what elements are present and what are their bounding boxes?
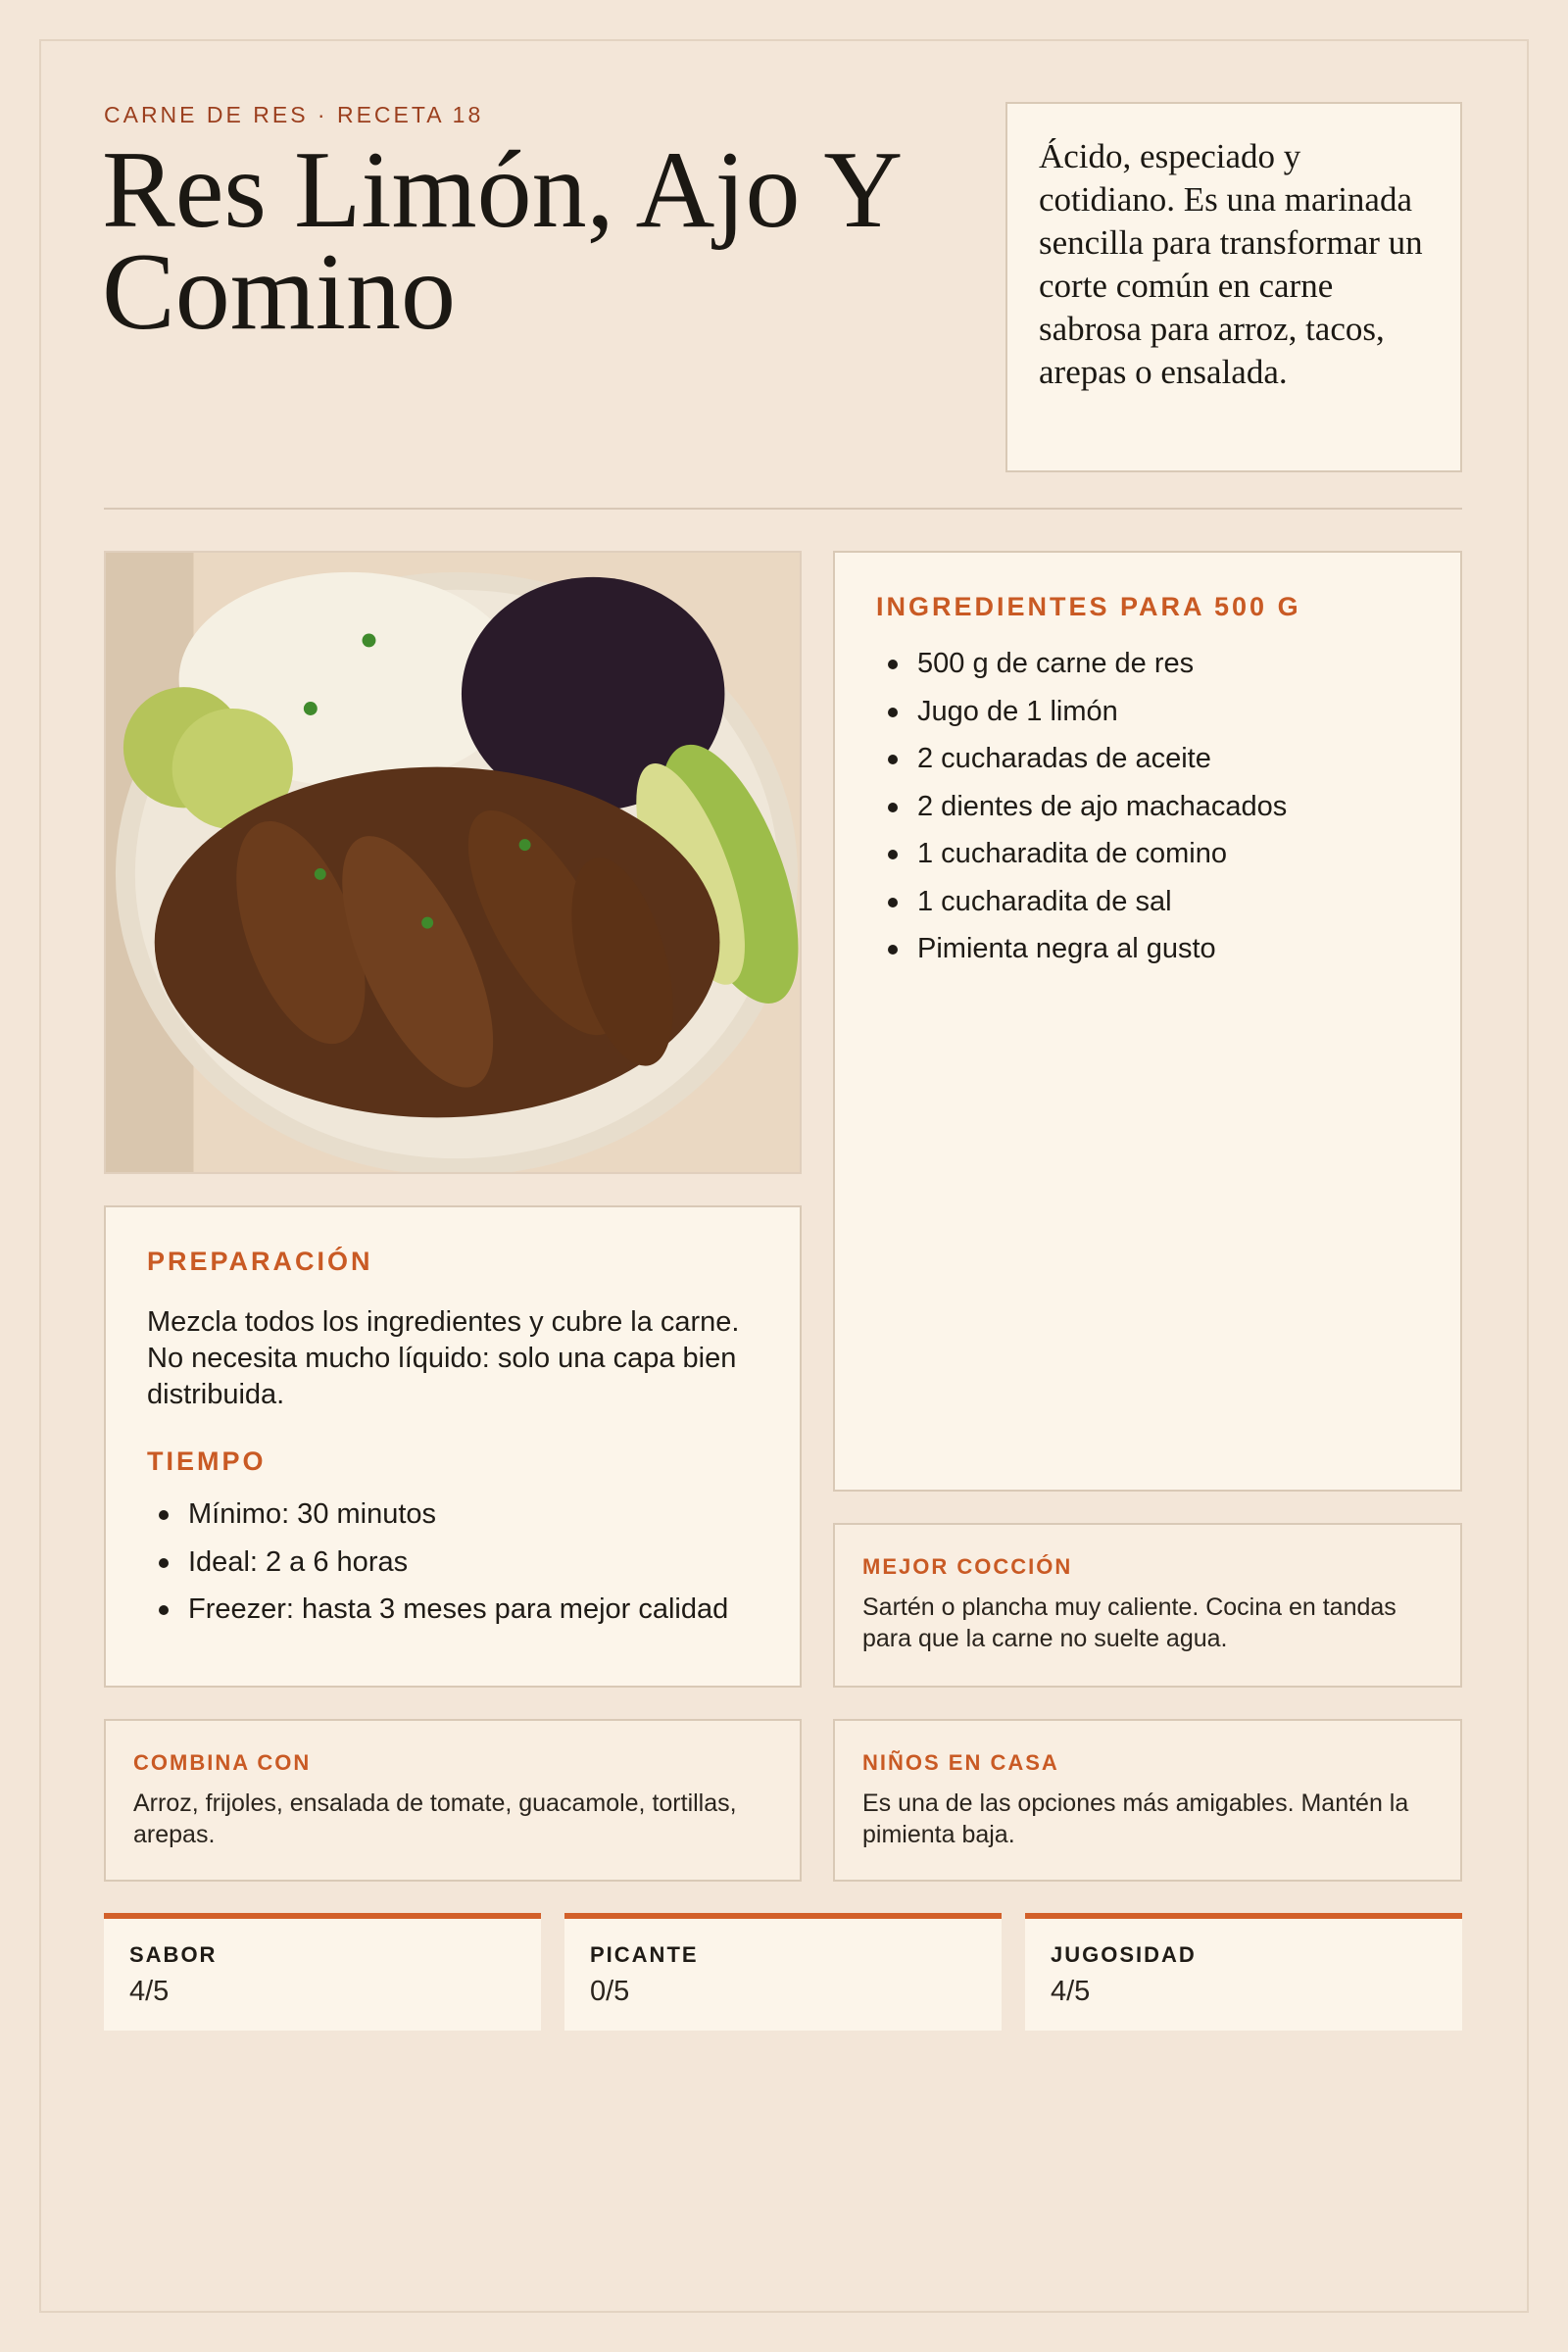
- intro-card: Ácido, especiado y cotidiano. Es una marinada sencilla para transformar un corte común en carne sabrosa para arroz, tacos, arepas o ensalada.: [1005, 102, 1462, 472]
- list-item: Jugo de 1 limón: [876, 688, 1419, 736]
- list-item: Freezer: hasta 3 meses para mejor calidad: [147, 1586, 759, 1634]
- preparation-card: [104, 1205, 802, 1688]
- cooking-tip-heading: MEJOR COCCIÓN: [862, 1554, 1073, 1579]
- rating-spicy: [564, 1913, 1002, 2031]
- rating-value: 4/5: [1051, 1976, 1091, 2007]
- list-item: Mínimo: 30 minutos: [147, 1491, 759, 1539]
- category-eyebrow: CARNE DE RES · RECETA 18: [104, 102, 484, 127]
- pairing-card: [104, 1719, 802, 1882]
- kids-heading: NIÑOS EN CASA: [862, 1750, 1059, 1775]
- rating-flavor: [104, 1913, 541, 2031]
- divider: [104, 508, 1462, 510]
- list-item: 2 cucharadas de aceite: [876, 735, 1419, 783]
- list-item: 2 dientes de ajo machacados: [876, 783, 1419, 831]
- preparation-text: Mezcla todos los ingredientes y cubre la carne. No necesita mucho líquido: solo una capa bien distribuida.: [147, 1306, 740, 1410]
- dish-photo: [104, 551, 802, 1174]
- ingredients-list: [876, 640, 1419, 973]
- rating-label: JUGOSIDAD: [1051, 1942, 1197, 1967]
- preparation-heading: PREPARACIÓN: [147, 1247, 373, 1276]
- rating-label: PICANTE: [590, 1942, 699, 1967]
- time-list: [147, 1491, 759, 1634]
- list-item: 1 cucharadita de comino: [876, 830, 1419, 878]
- rating-juiciness: [1025, 1913, 1462, 2031]
- list-item: Ideal: 2 a 6 horas: [147, 1539, 759, 1587]
- time-heading: TIEMPO: [147, 1446, 267, 1476]
- list-item: 1 cucharadita de sal: [876, 878, 1419, 926]
- ingredients-heading: INGREDIENTES PARA 500 G: [876, 592, 1301, 621]
- kids-card: [833, 1719, 1462, 1882]
- rating-value: 0/5: [590, 1976, 630, 2007]
- cooking-tip-card: [833, 1523, 1462, 1688]
- ingredients-card: [833, 551, 1462, 1492]
- rating-label: SABOR: [129, 1942, 218, 1967]
- list-item: 500 g de carne de res: [876, 640, 1419, 688]
- rating-value: 4/5: [129, 1976, 170, 2007]
- pairing-text: Arroz, frijoles, ensalada de tomate, guacamole, tortillas, arepas.: [133, 1789, 737, 1848]
- list-item: Pimienta negra al gusto: [876, 925, 1419, 973]
- kids-text: Es una de las opciones más amigables. Mantén la pimienta baja.: [862, 1789, 1409, 1848]
- cooking-tip-text: Sartén o plancha muy caliente. Cocina en tandas para que la carne no suelte agua.: [862, 1593, 1396, 1652]
- recipe-title: Res Limón, Ajo Y Comino: [102, 129, 900, 353]
- pairing-heading: COMBINA CON: [133, 1750, 312, 1775]
